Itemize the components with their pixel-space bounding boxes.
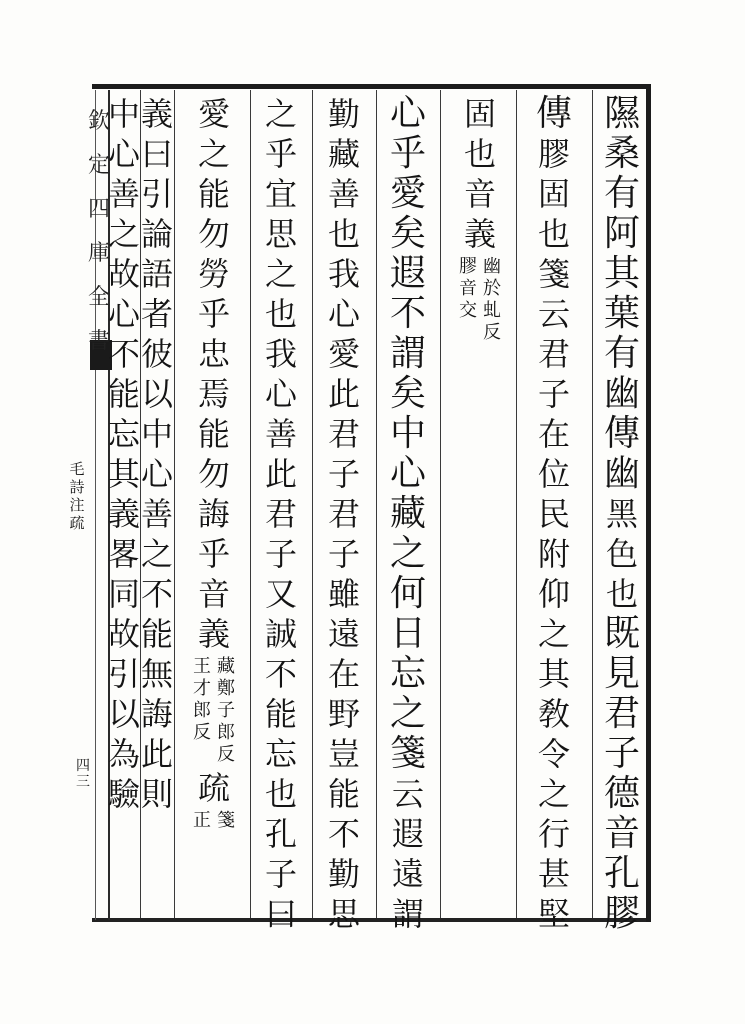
commentary-character: 畧 <box>107 535 140 573</box>
commentary-character: 則 <box>140 775 173 813</box>
commentary-character: 謂 <box>391 895 424 933</box>
commentary-character: 忠 <box>197 335 230 373</box>
note-character: 鄭 <box>217 678 235 699</box>
main-text-character: 幽 <box>603 453 640 494</box>
commentary-character: 遐 <box>391 815 424 853</box>
text-column-5 <box>324 94 364 934</box>
main-text-character: 乎 <box>389 133 426 174</box>
text-column-3 <box>458 94 502 346</box>
page-number-character: 四 <box>76 758 90 774</box>
commentary-character: 忘 <box>107 415 140 453</box>
main-text-character: 藏 <box>389 493 426 534</box>
note-subcolumn <box>458 256 478 344</box>
commentary-character: 我 <box>327 255 360 293</box>
commentary-character: 子 <box>537 375 570 413</box>
commentary-character: 善 <box>327 175 360 213</box>
commentary-character: 故 <box>107 615 140 653</box>
commentary-character: 在 <box>537 415 570 453</box>
commentary-character: 能 <box>107 375 140 413</box>
commentary-character: 彼 <box>140 335 173 373</box>
text-column-4 <box>388 94 428 934</box>
commentary-character: 君 <box>327 415 360 453</box>
main-text-character: 德 <box>603 773 640 814</box>
main-text-character: 見 <box>603 653 640 694</box>
commentary-character: 義 <box>463 215 496 253</box>
commentary-character: 附 <box>537 535 570 573</box>
commentary-character: 論 <box>140 215 173 253</box>
commentary-character: 固 <box>537 175 570 213</box>
note-character: 子 <box>217 700 235 721</box>
commentary-character: 以 <box>107 695 140 733</box>
commentary-character: 又 <box>264 575 297 613</box>
commentary-character: 不 <box>107 335 140 373</box>
commentary-character: 思 <box>327 895 360 933</box>
note-character: 王 <box>193 656 211 677</box>
main-text-character: 傳 <box>535 93 572 134</box>
section-title-character: 注 <box>69 496 85 514</box>
section-title-character: 疏 <box>69 514 85 532</box>
main-text-character: 葉 <box>603 293 640 334</box>
commentary-character: 焉 <box>197 375 230 413</box>
main-text-character: 有 <box>603 173 640 214</box>
interlinear-note <box>458 256 502 344</box>
commentary-character: 之 <box>197 135 230 173</box>
commentary-character: 之 <box>264 95 297 133</box>
commentary-character: 善 <box>264 415 297 453</box>
commentary-character: 行 <box>537 815 570 853</box>
commentary-character: 曰 <box>264 895 297 933</box>
commentary-character: 遠 <box>327 615 360 653</box>
commentary-character: 勞 <box>197 255 230 293</box>
main-text-character: 中 <box>389 413 426 454</box>
commentary-character: 此 <box>140 735 173 773</box>
main-text-character: 既 <box>603 613 640 654</box>
text-column-1 <box>602 94 642 934</box>
book-title-character: 定 <box>88 153 111 178</box>
column-rule <box>592 90 593 918</box>
commentary-character: 我 <box>264 335 297 373</box>
commentary-character: 雖 <box>327 575 360 613</box>
main-text-character: 愛 <box>389 173 426 214</box>
commentary-character: 音 <box>197 575 230 613</box>
note-character: 正 <box>193 810 211 831</box>
commentary-character: 之 <box>140 535 173 573</box>
note-character: 郎 <box>217 722 235 743</box>
book-title-character: 欽 <box>88 109 111 134</box>
commentary-character: 勤 <box>327 95 360 133</box>
commentary-character: 義 <box>107 495 140 533</box>
commentary-character: 色 <box>605 535 638 573</box>
main-text-character: 膠 <box>603 893 640 934</box>
commentary-character: 心 <box>107 135 140 173</box>
commentary-character: 甚 <box>537 855 570 893</box>
commentary-character: 也 <box>605 575 638 613</box>
commentary-character: 之 <box>537 615 570 653</box>
commentary-character: 其 <box>107 455 140 493</box>
interlinear-note <box>192 656 236 766</box>
commentary-character: 愛 <box>197 95 230 133</box>
page-number <box>74 758 92 790</box>
note-character: 郎 <box>193 700 211 721</box>
commentary-character: 云 <box>391 775 424 813</box>
commentary-character: 勿 <box>197 455 230 493</box>
note-subcolumn <box>216 656 236 766</box>
commentary-character: 能 <box>140 615 173 653</box>
commentary-character: 遠 <box>391 855 424 893</box>
commentary-character: 乎 <box>197 295 230 333</box>
commentary-character: 君 <box>327 495 360 533</box>
commentary-character: 云 <box>537 295 570 333</box>
commentary-character: 子 <box>327 455 360 493</box>
note-character: 才 <box>193 678 211 699</box>
commentary-character: 在 <box>327 655 360 693</box>
commentary-character: 善 <box>107 175 140 213</box>
commentary-character: 音 <box>463 175 496 213</box>
commentary-character: 以 <box>140 375 173 413</box>
commentary-character: 故 <box>107 255 140 293</box>
main-text-character: 桑 <box>603 133 640 174</box>
column-rule <box>250 90 251 918</box>
book-title-character: 全 <box>88 285 111 310</box>
commentary-character: 不 <box>327 815 360 853</box>
main-text-character: 阿 <box>603 213 640 254</box>
main-text-character: 子 <box>603 733 640 774</box>
commentary-character: 忘 <box>264 735 297 773</box>
commentary-character: 心 <box>327 295 360 333</box>
main-text-character: 傳 <box>603 413 640 454</box>
commentary-character: 此 <box>327 375 360 413</box>
commentary-character: 誨 <box>140 695 173 733</box>
commentary-character: 其 <box>537 655 570 693</box>
note-character: 藏 <box>217 656 235 677</box>
note-character: 幽 <box>483 256 501 277</box>
commentary-character: 民 <box>537 495 570 533</box>
commentary-character: 藏 <box>327 135 360 173</box>
main-text-character: 箋 <box>389 733 426 774</box>
commentary-character: 義 <box>140 95 173 133</box>
commentary-character: 愛 <box>327 335 360 373</box>
column-rule <box>312 90 313 918</box>
note-character: 箋 <box>217 810 235 831</box>
main-text-character: 之 <box>389 533 426 574</box>
commentary-character: 野 <box>327 695 360 733</box>
note-subcolumn <box>192 656 212 766</box>
commentary-character: 同 <box>107 575 140 613</box>
note-subcolumn <box>216 810 236 832</box>
commentary-character: 此 <box>264 455 297 493</box>
commentary-character: 勿 <box>197 215 230 253</box>
commentary-character: 能 <box>264 695 297 733</box>
commentary-character: 不 <box>264 655 297 693</box>
commentary-character: 堅 <box>537 895 570 933</box>
commentary-character: 之 <box>107 215 140 253</box>
commentary-character: 為 <box>107 735 140 773</box>
book-title-character: 四 <box>88 197 111 222</box>
commentary-character: 位 <box>537 455 570 493</box>
commentary-character: 不 <box>140 575 173 613</box>
commentary-character: 黑 <box>605 495 638 533</box>
commentary-character: 驗 <box>107 775 140 813</box>
book-title <box>88 100 110 364</box>
main-text-character: 矣 <box>389 213 426 254</box>
commentary-character: 敎 <box>537 695 570 733</box>
main-text-character: 忘 <box>389 653 426 694</box>
commentary-character: 也 <box>537 215 570 253</box>
page-number-character: 三 <box>76 774 90 790</box>
commentary-character: 固 <box>463 95 496 133</box>
commentary-character: 能 <box>197 415 230 453</box>
commentary-character: 也 <box>463 135 496 173</box>
book-title-character: 書 <box>88 329 111 354</box>
commentary-character: 語 <box>140 255 173 293</box>
note-character: 反 <box>217 744 235 765</box>
section-title-character: 詩 <box>69 478 85 496</box>
commentary-character: 子 <box>264 855 297 893</box>
commentary-character: 乎 <box>264 135 297 173</box>
commentary-character: 箋 <box>537 255 570 293</box>
commentary-character: 也 <box>327 215 360 253</box>
commentary-character: 乎 <box>197 535 230 573</box>
commentary-character: 勤 <box>327 855 360 893</box>
main-text-character: 矣 <box>389 373 426 414</box>
commentary-character: 思 <box>264 215 297 253</box>
note-character: 於 <box>483 278 501 299</box>
commentary-character: 中 <box>140 415 173 453</box>
main-text-character: 隰 <box>603 93 640 134</box>
commentary-character: 君 <box>264 495 297 533</box>
main-text-character: 之 <box>389 693 426 734</box>
commentary-character: 子 <box>327 535 360 573</box>
commentary-character: 之 <box>264 255 297 293</box>
frame-top-border <box>92 84 650 89</box>
note-character: 交 <box>459 300 477 321</box>
commentary-character: 引 <box>107 655 140 693</box>
commentary-character: 無 <box>140 655 173 693</box>
commentary-character: 仰 <box>537 575 570 613</box>
main-text-character: 不 <box>389 293 426 334</box>
main-text-character: 心 <box>389 453 426 494</box>
commentary-character: 豈 <box>327 735 360 773</box>
interlinear-note <box>192 810 236 832</box>
main-text-character: 君 <box>603 693 640 734</box>
commentary-character: 善 <box>140 495 173 533</box>
main-text-character: 音 <box>603 813 640 854</box>
note-subcolumn <box>192 810 212 832</box>
main-text-character: 何 <box>389 573 426 614</box>
main-text-character: 心 <box>389 93 426 134</box>
commentary-character: 也 <box>264 295 297 333</box>
commentary-character: 者 <box>140 295 173 333</box>
commentary-character: 也 <box>264 775 297 813</box>
note-character: 虬 <box>483 300 501 321</box>
commentary-character: 能 <box>327 775 360 813</box>
section-title-character: 毛 <box>69 460 85 478</box>
note-character: 反 <box>193 722 211 743</box>
commentary-character: 義 <box>197 615 230 653</box>
frame-right-border <box>646 84 651 922</box>
column-rule <box>376 90 377 918</box>
commentary-character: 中 <box>107 95 140 133</box>
note-subcolumn <box>482 256 502 344</box>
note-character: 音 <box>459 278 477 299</box>
main-text-character: 有 <box>603 333 640 374</box>
commentary-character: 心 <box>107 295 140 333</box>
text-column-2 <box>534 94 574 934</box>
note-character: 反 <box>483 322 501 343</box>
book-title-character: 庫 <box>88 241 111 266</box>
commentary-character: 君 <box>537 335 570 373</box>
main-text-character: 謂 <box>389 333 426 374</box>
commentary-character: 子 <box>264 535 297 573</box>
commentary-character: 誨 <box>197 495 230 533</box>
note-character: 膠 <box>459 256 477 277</box>
commentary-character: 引 <box>140 175 173 213</box>
commentary-character: 膠 <box>537 135 570 173</box>
commentary-character: 疏 <box>197 769 230 807</box>
commentary-character: 曰 <box>140 135 173 173</box>
main-text-character: 遐 <box>389 253 426 294</box>
commentary-character: 宜 <box>264 175 297 213</box>
section-title <box>68 460 86 532</box>
commentary-character: 能 <box>197 175 230 213</box>
commentary-character: 之 <box>537 775 570 813</box>
main-text-character: 日 <box>389 613 426 654</box>
commentary-character: 心 <box>264 375 297 413</box>
commentary-character: 誠 <box>264 615 297 653</box>
commentary-character: 孔 <box>264 815 297 853</box>
text-column-6 <box>261 94 301 934</box>
commentary-character: 令 <box>537 735 570 773</box>
main-text-character: 幽 <box>603 373 640 414</box>
commentary-character: 心 <box>140 455 173 493</box>
column-rule <box>516 90 517 918</box>
main-text-character: 孔 <box>603 853 640 894</box>
column-rule <box>440 90 441 918</box>
text-column-7 <box>192 94 236 834</box>
main-text-character: 其 <box>603 253 640 294</box>
